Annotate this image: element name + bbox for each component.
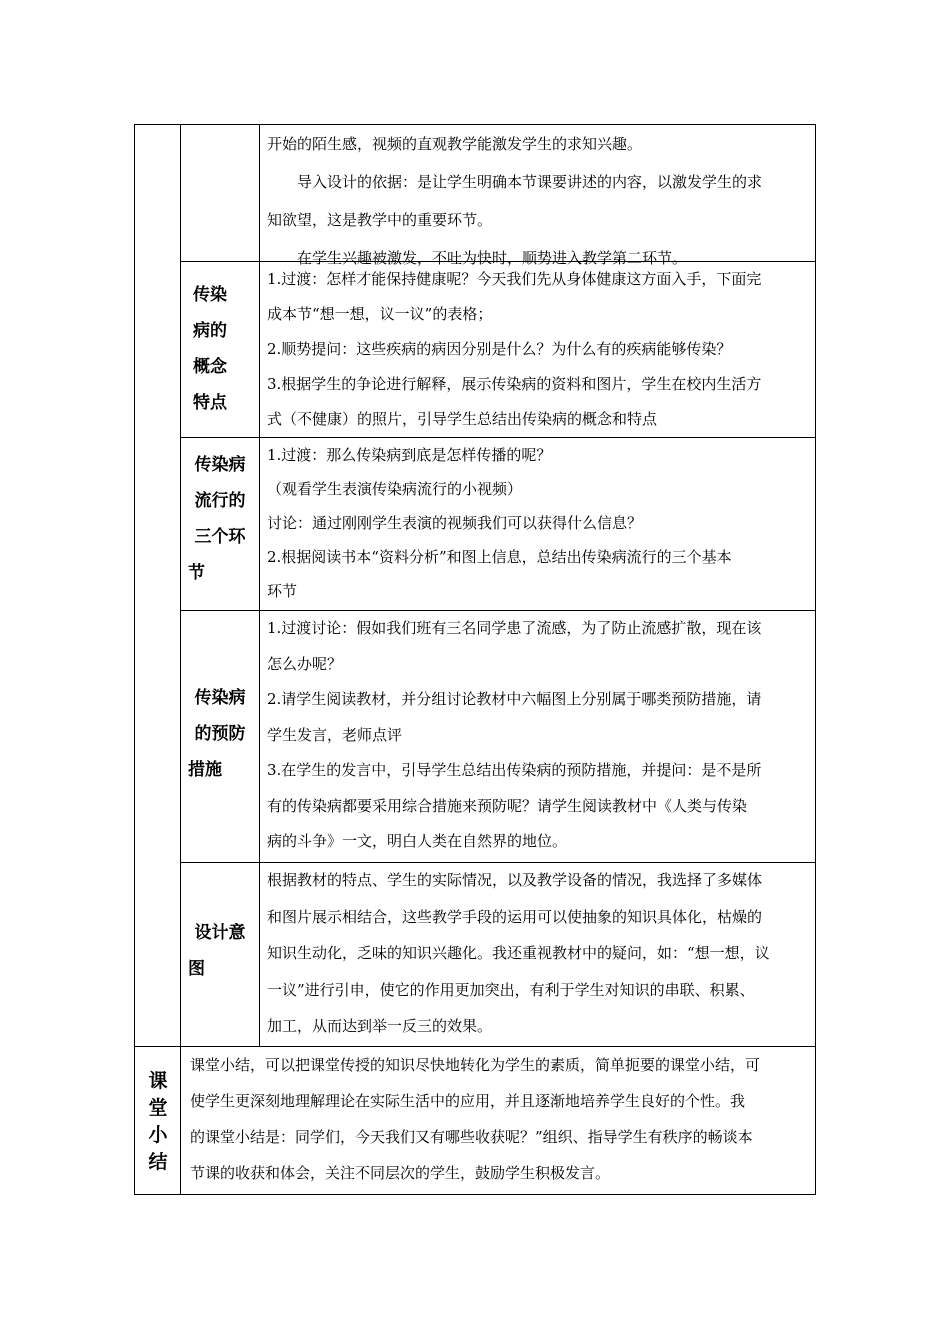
text-line: 1.过渡讨论：假如我们班有三名同学患了流感，为了防止流感扩散，现在该 xyxy=(267,619,762,637)
text-line: 学生发言，老师点评 xyxy=(267,725,403,744)
text-line: 节课的收获和体会，关注不同层次的学生，鼓励学生积极发言。 xyxy=(190,1164,611,1182)
transmission-content-cell xyxy=(267,438,812,608)
label-line: 的预防 xyxy=(194,724,246,744)
column-divider-1 xyxy=(180,124,181,1195)
label-line: 流行的 xyxy=(194,491,246,511)
label-line: 堂 xyxy=(148,1097,168,1119)
intro-continuation-cell xyxy=(267,125,812,277)
label-line: 课 xyxy=(148,1070,168,1092)
text-line: 病的斗争》一文，明白人类在自然界的地位。 xyxy=(267,832,568,850)
label-line: 传染病 xyxy=(194,455,246,475)
label-line: 图 xyxy=(188,959,205,979)
label-line: 设计意 xyxy=(194,923,246,943)
text-line: 2.请学生阅读教材，并分组讨论教材中六幅图上分别属于哪类预防措施，请 xyxy=(267,690,762,708)
text-line: 课堂小结，可以把课堂传授的知识尽快地转化为学生的素质，简单扼要的课堂小结，可 xyxy=(190,1056,761,1074)
text-line: 环节 xyxy=(267,582,298,600)
text-line: 2.根据阅读书本“资料分析”和图上信息，总结出传染病流行的三个基本 xyxy=(267,548,732,566)
label-line: 病的 xyxy=(193,321,227,341)
text-line: 开始的陌生感，视频的直观教学能激发学生的求知兴趣。 xyxy=(267,135,643,153)
text-line: 3.在学生的发言中，引导学生总结出传染病的预防措施，并提问：是不是所 xyxy=(267,761,762,779)
text-line: 在学生兴趣被激发，不吐为快时，顺势进入教学第二环节。 xyxy=(267,249,688,267)
text-line: 知欲望，这是教学中的重要环节。 xyxy=(267,211,493,229)
design-intent-content-cell xyxy=(267,862,812,1045)
table-border-right xyxy=(815,124,816,1195)
text-line: 使学生更深刻地理解理论在实际生活中的应用，并且逐渐地培养学生良好的个性。我 xyxy=(190,1092,746,1110)
label-line: 节 xyxy=(188,563,205,583)
text-line: 知识生动化，乏味的知识兴趣化。我还重视教材中的疑问，如：“想一想，议 xyxy=(267,944,770,962)
text-line: 讨论：通过刚刚学生表演的视频我们可以获得什么信息？ xyxy=(267,514,643,532)
label-line: 结 xyxy=(148,1151,168,1173)
section-label-concept xyxy=(186,277,234,421)
text-line: 导入设计的依据：是让学生明确本节课要讲述的内容，以激发学生的求 xyxy=(267,173,763,191)
text-line: 1.过渡：那么传染病到底是怎样传播的呢？ xyxy=(267,446,552,464)
text-line: 一议”进行引申，使它的作用更加突出，有利于学生对知识的串联、积累、 xyxy=(267,980,755,999)
label-line: 小 xyxy=(148,1124,168,1146)
concept-content-cell xyxy=(267,262,812,437)
section-label-summary xyxy=(140,1068,176,1176)
text-line: （观看学生表演传染病流行的小视频） xyxy=(267,480,523,498)
summary-content-cell xyxy=(190,1047,810,1191)
column-divider-2 xyxy=(259,124,260,1046)
label-line: 传染 xyxy=(193,285,227,305)
section-label-prevention xyxy=(184,680,256,788)
label-line: 特点 xyxy=(193,393,227,413)
text-line: 的课堂小结是：同学们，今天我们又有哪些收获呢？”组织、指导学生有秩序的畅谈本 xyxy=(190,1128,753,1146)
label-line: 传染病 xyxy=(194,688,246,708)
text-line: 成本节“想一想，议一议”的表格； xyxy=(267,305,493,323)
section-label-transmission xyxy=(184,447,256,591)
text-line: 和图片展示相结合，这些教学手段的运用可以使抽象的知识具体化，枯燥的 xyxy=(267,907,763,926)
table-border-left xyxy=(134,124,135,1195)
text-line: 式（不健康）的照片，引导学生总结出传染病的概念和特点 xyxy=(267,410,658,428)
text-line: 根据教材的特点、学生的实际情况，以及教学设备的情况，我选择了多媒体 xyxy=(267,871,763,889)
text-line: 加工，从而达到举一反三的效果。 xyxy=(267,1017,493,1035)
text-line: 3.根据学生的争论进行解释，展示传染病的资料和图片，学生在校内生活方 xyxy=(267,375,762,393)
text-line: 1.过渡：怎样才能保持健康呢？今天我们先从身体健康这方面入手，下面完 xyxy=(267,270,762,288)
table-border-bottom xyxy=(134,1194,816,1195)
text-line: 2.顺势提问：这些疾病的病因分别是什么？为什么有的疾病能够传染？ xyxy=(267,340,732,358)
section-label-design-intent xyxy=(184,915,256,987)
label-line: 措施 xyxy=(188,760,222,780)
text-line: 怎么办呢？ xyxy=(267,654,343,673)
label-line: 概念 xyxy=(193,357,227,377)
text-line: 有的传染病都要采用综合措施来预防呢？请学生阅读教材中《人类与传染 xyxy=(267,796,748,815)
prevention-content-cell xyxy=(267,611,812,860)
label-line: 三个环 xyxy=(194,527,246,547)
